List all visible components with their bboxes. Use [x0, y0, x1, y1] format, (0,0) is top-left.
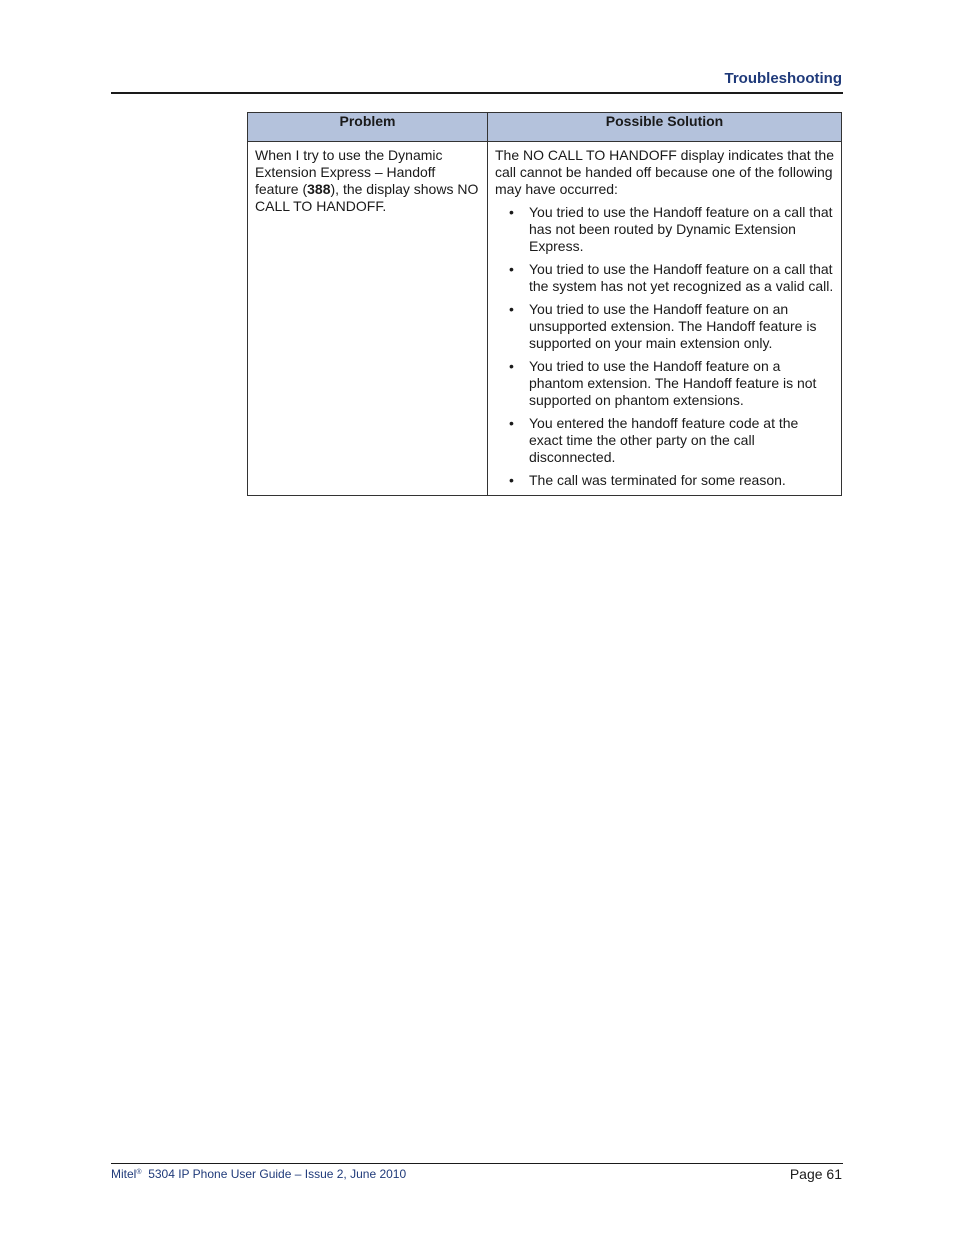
list-item — [495, 358, 835, 409]
column-header-problem: Problem — [248, 113, 488, 142]
list-item-text: You tried to use the Handoff feature on a call that the system has not yet recognized as a valid call. — [529, 261, 834, 294]
list-item — [495, 301, 835, 352]
bullet-icon: • — [509, 204, 514, 220]
list-item — [495, 472, 835, 489]
problem-text-start: When I try to use the Dynamic Extension Express – Handoff feature ( — [255, 147, 443, 197]
list-item-text: You tried to use the Handoff feature on an unsupported extension. The Handoff feature is supported on your main extension only. — [529, 301, 817, 351]
registered-mark: ® — [136, 1169, 142, 1176]
feature-code: 388 — [307, 181, 331, 197]
table-header-row — [248, 113, 842, 142]
footer-doc-info — [111, 1167, 406, 1181]
list-item-text: You entered the handoff feature code at the exact time the other party on the call disconnected. — [529, 415, 799, 465]
bullet-icon: • — [509, 472, 514, 488]
section-title: Troubleshooting — [724, 70, 842, 87]
footer-brand: Mitel — [111, 1167, 137, 1181]
solution-cell — [488, 142, 842, 496]
list-item — [495, 261, 835, 295]
cause-list — [495, 204, 835, 489]
header-divider — [111, 92, 843, 94]
list-item — [495, 204, 835, 255]
bullet-icon: • — [509, 261, 514, 277]
problem-text-end: ), the display shows NO CALL TO HANDOFF. — [255, 181, 479, 214]
list-item-text: You tried to use the Handoff feature on a phantom extension. The Handoff feature is not supported on phantom extensions. — [529, 358, 817, 408]
troubleshooting-table — [247, 112, 842, 496]
footer-divider — [111, 1163, 843, 1164]
table-row — [248, 142, 842, 496]
list-item-text: You tried to use the Handoff feature on a call that has not been routed by Dynamic Extension Express. — [529, 204, 833, 254]
bullet-icon: • — [509, 358, 514, 374]
solution-intro: The NO CALL TO HANDOFF display indicates that the call cannot be handed off because one of the following may have occurred: — [495, 147, 834, 197]
bullet-icon: • — [509, 415, 514, 431]
problem-cell — [248, 142, 488, 496]
column-header-solution: Possible Solution — [488, 113, 842, 142]
page-number: Page 61 — [789, 1166, 842, 1182]
list-item — [495, 415, 835, 466]
list-item-text: The call was terminated for some reason. — [529, 472, 786, 488]
footer-doc-title: 5304 IP Phone User Guide – Issue 2, June 2010 — [148, 1167, 407, 1181]
bullet-icon: • — [509, 301, 514, 317]
